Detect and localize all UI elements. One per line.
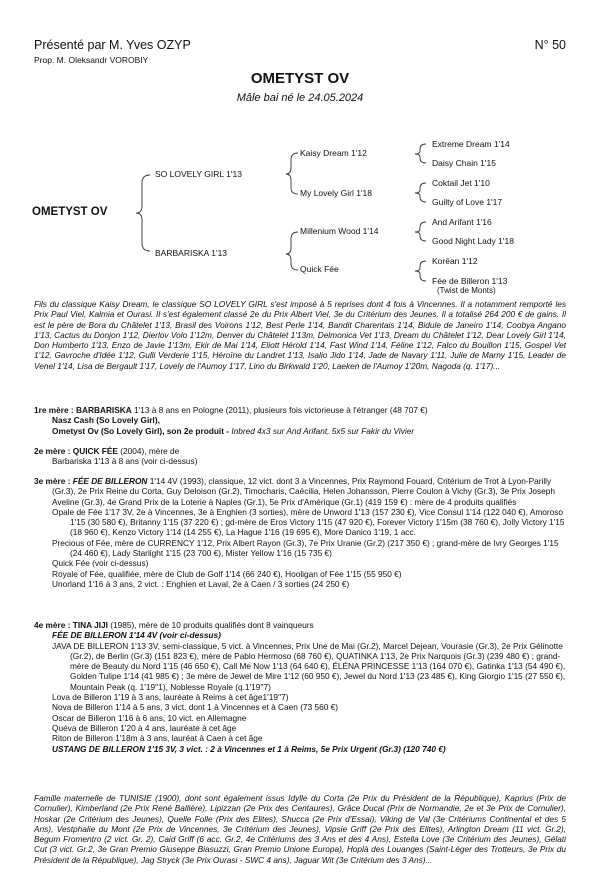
fourth-dam-lova: Lova de Billeron 1'19 à 3 ans, lauréate à Reims à cet âge1'19''7) <box>52 692 289 703</box>
pedigree-dd: Quick Fée <box>300 264 339 274</box>
fourth-dam-name: TINA JIJI <box>72 620 108 630</box>
first-dam-name: BARBARISKA <box>75 405 132 415</box>
presenter: Présenté par M. Yves OZYP <box>34 38 191 52</box>
first-dam-section <box>34 405 566 436</box>
fourth-dam-riton: Riton de Billeron 1'18m à 3 ans, lauréat à Caen à cet âge <box>52 733 263 744</box>
third-dam-royale: Royale of Fée, qualifiée, mère de Club de Golf 1'14 (66 240 €), Hooligan of Fée 1'15 (55 950 €) <box>52 568 402 579</box>
horse-subtitle: Mâle bai né le 24.05.2024 <box>236 92 364 104</box>
pedigree-dsd: Good Night Lady 1'18 <box>432 236 514 246</box>
pedigree-subject: OMETYST OV <box>32 206 108 218</box>
first-dam-label: 1re mère : <box>34 405 74 415</box>
second-dam-section <box>34 446 566 467</box>
pedigree-sire: SO LOVELY GIRL 1'13 <box>155 169 242 179</box>
second-dam-text: (2004), mère de <box>120 446 180 456</box>
lot-number: N° 50 <box>534 38 566 52</box>
pedigree-sds: Coktail Jet 1'10 <box>432 178 490 188</box>
second-dam-line-2: Barbariska 1'13 à 8 ans (voir ci-dessus) <box>52 456 198 467</box>
pedigree-ssd: Daisy Chain 1'15 <box>432 158 496 168</box>
third-dam-name: FÉE DE BILLERON <box>72 476 148 486</box>
horse-title: OMETYST OV <box>250 70 350 87</box>
pedigree-ss: Kaisy Dream 1'12 <box>300 148 367 158</box>
first-dam-line-3a: Ometyst Ov (So Lovely Girl), son 2e produit - <box>52 425 232 436</box>
third-dam-section <box>34 476 566 589</box>
first-dam-inbreeding: Inbred 4x3 sur And Arifant, 5x5 sur Fakir du Vivier <box>231 425 415 436</box>
first-dam-line-2: Nasz Cash (So Lovely Girl), <box>52 415 160 426</box>
fourth-dam-ustang: USTANG DE BILLERON 1'15 3V, 3 vict. : 2 à Vincennes et 1 à Reims, 5e Prix Urgent (Gr.3) (120 740 €) <box>52 743 446 754</box>
third-dam-label: 3e mère : <box>34 476 71 486</box>
third-dam-unorland: Unorland 1'16 à 3 ans, 2 vict. : Enghien et Laval, 2e à Caen / 3 sorties (24 250 €) <box>52 578 350 589</box>
third-dam-quick: Quick Fée (voir ci-dessus) <box>52 558 149 569</box>
second-dam-name: QUICK FÉE <box>72 446 118 456</box>
pedigree-sdd: Guilty of Love 1'17 <box>432 197 503 207</box>
third-dam-precious: Precious of Fée, mère de CURRENCY 1'12, Prix Albert Rayon (Gr.3), 7e Prix Uranie (Gr.2) (217 350 €) ; grand-mère de Ivry Georges 1'15 (24 460 €), Lady Starlight 1'15 (23 700 €), Mister Yellow 1'16 (15 735 €) <box>52 537 559 559</box>
third-dam-text: 1'14 4V (1993), classique, 12 vict. dont 3 à Vincennes, Prix Raymond Fouard, Critérium de Trot à Lyon-Parilly (Gr.3), 2e Prix Reine du Corta, Guy Deloison (Gr.2), Timocharis, Caëcilia, Helen Johansson, Pierre Coulon à Vichy (Gr.3), 3e Prix Joseph Aveline (Gr.3), 4e Grand Prix de la Loterie à Naples (Gr.1), 5e Prix d'Amérique (Gr.1) (419 159 €) : mère de 4 produits qualifiés <box>52 476 555 507</box>
fourth-dam-oscar: Oscar de Billeron 1'16 à 6 ans, 10 vict. en Allemagne <box>52 712 247 723</box>
fourth-dam-nova: Nova de Billeron 1'14 à 5 ans, 3 vict. dont 1 à Vincennes et à Caen (73 560 €) <box>52 702 339 713</box>
pedigree-ddd-note: (Twist de Monts) <box>437 286 496 295</box>
pedigree-dss: And Arifant 1'16 <box>432 217 492 227</box>
fourth-dam-section <box>34 620 566 754</box>
pedigree-dds: Koréan 1'12 <box>432 256 478 266</box>
pedigree-ds: Millenium Wood 1'14 <box>300 226 379 236</box>
pedigree-ddd: Fée de Billeron 1'13 <box>432 276 508 286</box>
third-dam-opale: Opale de Fée 1'17 3V, 2e à Vincennes, 3e à Enghien (3 sorties), mère de Unword 1'13 (157 230 €), Vice Consul 1'14 (122 040 €), Amoroso 1'15 (30 580 €), Britanny 1'15 (37 220 €) ; gd-mère de Eros Victory 1'15 (47 920 €), Forever Victory 1'15m (38 760 €), Jolly Victory 1'15 (18 960 €), Kenzo Victory 1'14 (14 255 €), La Hague 1'16 (19 695 €), More Danico 1'19, 1 acc. <box>52 506 565 538</box>
fourth-dam-text: (1985), mère de 10 produits qualifiés dont 8 vainqueurs <box>110 620 314 630</box>
first-dam-text: 1'13 à 8 ans en Pologne (2011), plusieurs fois victorieuse à l'étranger (48 707 €) <box>134 405 428 415</box>
second-dam-label: 2e mère : <box>34 446 71 456</box>
fourth-dam-java: JAVA DE BILLERON 1'13 3V, semi-classique, 5 vict. à Vincennes, Prix Une de Mai (Gr.2), Marcel Dejean, Vourasie (Gr.3), 2e Prix Gélinotte (Gr.2), de Berlin (Gr.3) (151 823 €), mère de Pablo Hermoso (68 760 €), QUATINKA 1'13, 2e Prix Narquois (Gr.3) (239 480 €) ; grand-mère de Beauty du Nord 1'15 (46 650 €), Call Me Now 1'13 (64 640 €), ÉLÉNA PRINCESSE 1'13 (164 070 €), Gatinka 1'13 (54 490 €), Golden Tulipe 1'14 (41 985 €) ; 3e mère de Jewel de Mire 1'12 (60 950 €), Jewel du Nord 1'13 (23 485 €), King Giorgio 1'15 (27 550 €), Mountain Peak (q. 1'19''1), Noblesse Royale (q.1'19''7) <box>52 640 566 692</box>
fourth-dam-label: 4e mère : <box>34 620 71 630</box>
fourth-dam-queva: Quéva de Billeron 1'20 à 4 ans, lauréate à cet âge <box>52 722 237 733</box>
owner: Prop. M. Oleksandr VOROBIY <box>34 55 149 65</box>
pedigree-sd: My Lovely Girl 1'18 <box>300 188 373 198</box>
pedigree-dam: BARBARISKA 1'13 <box>155 248 228 258</box>
sire-description: Fils du classique Kaisy Dream, le classique SO LOVELY GIRL s'est imposé à 5 reprises dont 4 fois à Vincennes. Il a notamment remporté les Prix Paul Viel, Kalmia et Ourasi. Il s'est également classé 2e du Prix Albert Viel, 3e du Critérium des Jeunes. Il a totalisé 264 200 € de gains. Il est le père de Bora du Châtelet 1'13, Brasil des Voirons 1'12, Best Perle 1'14, Bandit Charentais 1'14, Bidule de Janeiro 1'14, Coobya Angano 1'13, Cactus du Donjon 1'12, Dierlov Volo 1'12m, Denver du Châtelet 1'13m, Delmonica Vet 1'13, Dream du Châtelet 1'12, Dear Lovely Girl 1'14, Don Humberto 1'13, Enzo de Javie 1'13m, Ekir de Mai 1'14, Eliott Hérold 1'14, Fast Wind 1'14, Féline 1'12, Falco du Bouillon 1'15, Gospel Vet 1'12, Gavroche d'Idée 1'12, Gulli Verderie 1'15, Héroïne du Landret 1'13, Isalio Jido 1'14, Jade de Navary 1'11, Julie de Marny 1'15, Leader de Venel 1'14, Lisa de Bergault 1'17, Lovely de l'Aumoy 1'17, Lino du Birkwald 1'20, Laeken de l'Aumoy 1'20m, Nagoda (q. 1'17)... <box>34 299 566 371</box>
maternal-family-text: Famille maternelle de TUNISIE (1900), dont sont également issus Idylle du Corta (2e Prix du Président de la République), Kaprius (Prix de Cornulier), Kimberland (2e Prix René Ballière), Lipizzan (2e Prix des Centaures), Grâce Ducal (Prix de Normandie, 2e et 3e Prix de Cornulier), Hoskar (2e Critérium des Jeunes), Quelle Folle (Prix des Elites), Shucca (2e Prix d'Essai), Viking de Val (3e Critériums Continental et des 5 Ans), Vestphalie du Mont (2e Prix de Vincennes, 3e Critérium des Jeunes), Vipsie Griff (2e Prix des Elites), Arlington Dream (11 vict. Gr.2), Begum Fromentro (2 vict. Gr. 2), Caid Griff (6 acc. Gr.2, 4e Critériums des 3 Ans et des 4 Ans), Estella Love (3e Critérium des Jeunes), Gélati Cut (3 vict. Gr.2, 3e Gran Premio Giuseppe Biasuzzi, Gran Premio Unione Europa), Hoplà des Louanges (Saint-Léger des Trotteurs, 3e Prix du Président de la République), Jag Stryck (3e Prix Ourasi - SWC 4 ans), Jaguar Wit (3e Critérium des 3 Ans)... <box>34 793 566 865</box>
pedigree-sss: Extreme Dream 1'14 <box>432 139 510 149</box>
fourth-dam-fee: FÉE DE BILLERON 1'14 4V (voir ci-dessus) <box>52 630 221 641</box>
